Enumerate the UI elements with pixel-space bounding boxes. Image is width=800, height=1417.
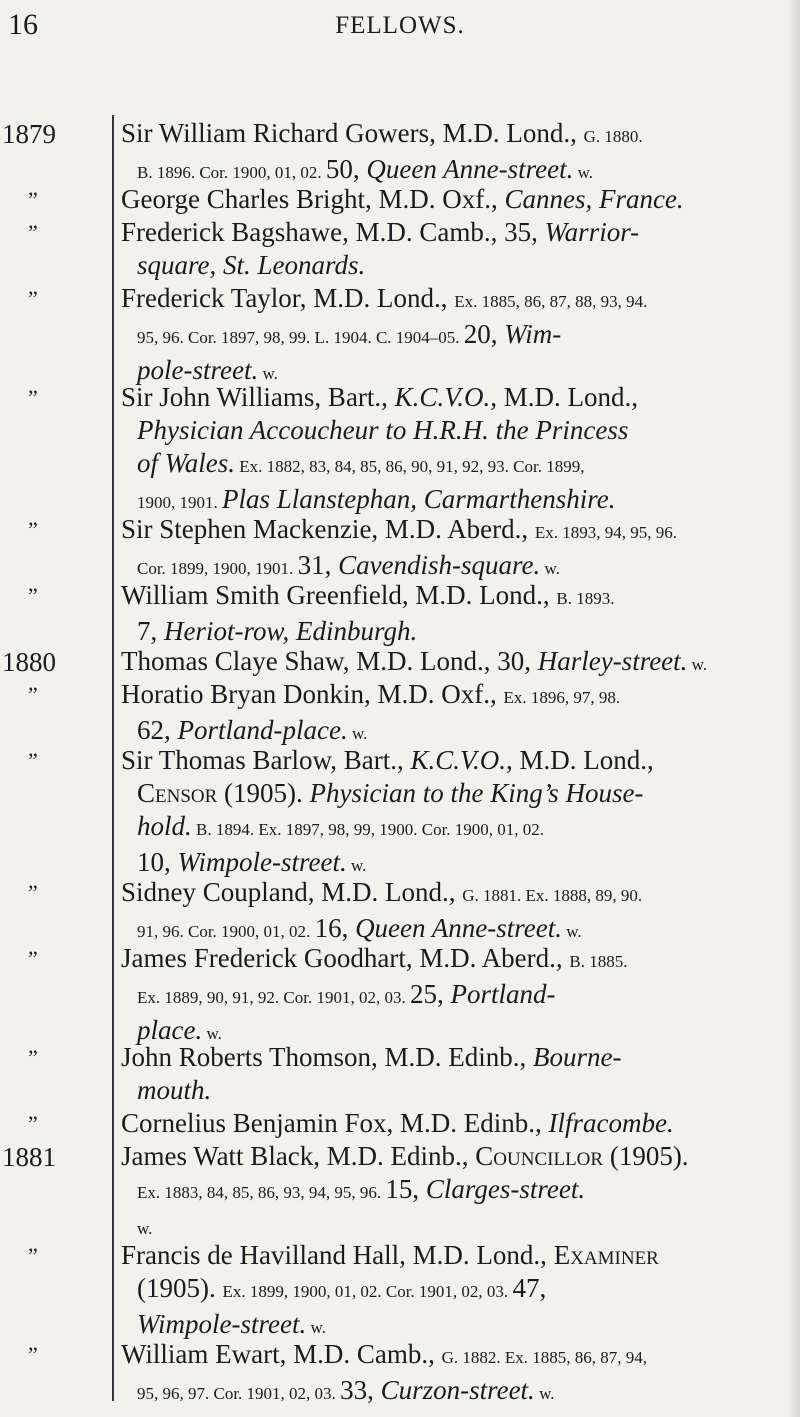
entry-text: James Frederick Goodhart, M.D. Aberd., bbox=[121, 943, 570, 973]
page-number: 16 bbox=[8, 8, 38, 41]
service-record: w. bbox=[573, 163, 594, 182]
fellow-detail-line bbox=[121, 318, 785, 354]
entry-text: Sir William Richard Gowers, M.D. Lond., bbox=[121, 118, 584, 148]
ditto-mark: ” bbox=[28, 1243, 38, 1268]
fellow-entry-text bbox=[121, 678, 785, 750]
entry-text: Sidney Coupland, M.D. Lond., bbox=[121, 877, 463, 907]
election-year: 1881 bbox=[2, 1142, 56, 1172]
italic-text: Warrior- bbox=[544, 217, 640, 247]
entry-text: 15, bbox=[385, 1174, 426, 1204]
italic-text: Ilfracombe. bbox=[548, 1108, 674, 1138]
service-record: B. 1893. bbox=[556, 589, 615, 608]
italic-text: Portland-place. bbox=[177, 715, 348, 745]
entry-text: 16, bbox=[314, 913, 356, 943]
entry-text: 62, bbox=[137, 715, 178, 745]
entry-text: William Ewart, M.D. Camb., bbox=[121, 1339, 442, 1369]
entry-text: 20, bbox=[463, 319, 505, 349]
ditto-mark: ” bbox=[28, 583, 38, 608]
italic-text: Plas Llanstephan, Carmarthenshire. bbox=[222, 484, 616, 514]
italic-text: Curzon-street. bbox=[380, 1375, 535, 1405]
fellow-entry-text bbox=[121, 1239, 785, 1344]
fellow-entry-text bbox=[121, 513, 785, 585]
entry-text: 33, bbox=[340, 1375, 381, 1405]
service-record: w. bbox=[540, 559, 560, 578]
italic-text: Queen Anne-street. bbox=[366, 154, 574, 184]
ditto-mark: ” bbox=[28, 748, 38, 773]
entry-text: Sir Stephen Mackenzie, M.D. Aberd., bbox=[121, 514, 535, 544]
entry-text: Cornelius Benjamin Fox, M.D. Edinb., bbox=[121, 1108, 549, 1138]
fellow-detail-line bbox=[121, 1374, 785, 1410]
service-record: Ex. 1882, 83, 84, 85, 86, 90, 91, 92, 93. Cor. 1899, bbox=[235, 457, 585, 476]
service-record: w. bbox=[202, 1024, 222, 1043]
service-record: w. bbox=[306, 1318, 326, 1337]
entry-text: M.D. Lond., bbox=[496, 382, 638, 412]
office-title: Councillor bbox=[475, 1141, 604, 1171]
service-record: w. bbox=[687, 655, 708, 674]
entry-text: (1905). bbox=[217, 778, 310, 808]
italic-text: Physician Accoucheur to H.R.H. the Princess bbox=[137, 415, 629, 445]
fellow-entry-text bbox=[121, 117, 785, 189]
entry-text: James Watt Black, M.D. Edinb., bbox=[121, 1141, 476, 1171]
italic-text: Physician to the King’s House- bbox=[309, 778, 644, 808]
italic-text: Harley-street. bbox=[537, 646, 688, 676]
fellow-name-line bbox=[121, 645, 785, 681]
entry-text: 47, bbox=[512, 1273, 547, 1303]
fellow-entry-text bbox=[121, 645, 785, 681]
fellow-name-line bbox=[121, 1107, 785, 1140]
entry-text: 50, bbox=[325, 154, 367, 184]
italic-text: Wimpole-street. bbox=[137, 1309, 307, 1339]
entry-text: Frederick Taylor, M.D. Lond., bbox=[121, 283, 455, 313]
ditto-mark: ” bbox=[28, 946, 38, 971]
italic-text: Wimpole-street. bbox=[177, 847, 347, 877]
italic-text: Portland- bbox=[450, 979, 556, 1009]
entry-text: George Charles Bright, M.D. Oxf., bbox=[121, 184, 505, 214]
italic-text: of Wales. bbox=[137, 448, 236, 478]
italic-text: K.C.V.O., bbox=[410, 745, 513, 775]
entry-text: Thomas Claye Shaw, M.D. Lond., 30, bbox=[121, 646, 538, 676]
fellow-name-line bbox=[121, 1338, 785, 1374]
fellow-detail-line bbox=[121, 447, 785, 483]
service-record: G. 1881. Ex. 1888, 89, 90. bbox=[462, 886, 643, 905]
fellow-detail-line bbox=[121, 810, 785, 846]
italic-text: Cannes, France. bbox=[504, 184, 684, 214]
italic-text: Clarges-street. bbox=[425, 1174, 586, 1204]
entry-text: Frederick Bagshawe, M.D. Camb., 35, bbox=[121, 217, 545, 247]
service-record: 1900, 1901. bbox=[137, 493, 222, 512]
fellow-name-line bbox=[121, 678, 785, 714]
fellow-name-line bbox=[121, 117, 785, 153]
fellow-entry-text bbox=[121, 579, 785, 648]
ditto-mark: ” bbox=[28, 517, 38, 542]
page-edge-shadow bbox=[786, 0, 800, 1417]
entry-text: (1905). bbox=[137, 1273, 223, 1303]
service-record: Ex. 1896, 97, 98. bbox=[503, 688, 621, 707]
entry-text: Sir John Williams, Bart., bbox=[121, 382, 395, 412]
entry-text: John Roberts Thomson, M.D. Edinb., bbox=[121, 1042, 534, 1072]
italic-text: Wim- bbox=[504, 319, 562, 349]
fellow-entry-text bbox=[121, 876, 785, 948]
fellow-name-line bbox=[121, 216, 785, 249]
election-year: 1879 bbox=[2, 119, 56, 149]
service-record: B. 1885. bbox=[569, 952, 628, 971]
entry-text: 10, bbox=[137, 847, 178, 877]
fellow-name-line bbox=[121, 282, 785, 318]
fellow-name-line bbox=[121, 183, 785, 216]
fellow-name-line bbox=[121, 381, 785, 414]
entry-text: Sir Thomas Barlow, Bart., bbox=[121, 745, 411, 775]
service-record: B. 1896. Cor. 1900, 01, 02. bbox=[137, 163, 326, 182]
ditto-mark: ” bbox=[28, 880, 38, 905]
fellow-name-line bbox=[121, 942, 785, 978]
service-record: Ex. 1899, 1900, 01, 02. Cor. 1901, 02, 03. bbox=[222, 1282, 513, 1301]
entry-text: (1905). bbox=[603, 1141, 689, 1171]
fellow-detail-line bbox=[121, 615, 785, 648]
fellow-entry-text bbox=[121, 1041, 785, 1107]
fellow-name-line bbox=[121, 876, 785, 912]
ditto-mark: ” bbox=[28, 187, 38, 212]
italic-text: K.C.V.O., bbox=[394, 382, 497, 412]
office-title: Examiner bbox=[553, 1240, 659, 1270]
entry-text: William Smith Greenfield, M.D. Lond., bbox=[121, 580, 557, 610]
ditto-mark: ” bbox=[28, 286, 38, 311]
fellow-entry-text bbox=[121, 381, 785, 519]
fellow-entry-text bbox=[121, 1140, 785, 1245]
service-record: G. 1882. Ex. 1885, 86, 87, 94, bbox=[441, 1348, 648, 1367]
entry-text: M.D. Lond., bbox=[512, 745, 654, 775]
fellow-entry-text bbox=[121, 1107, 785, 1140]
ditto-mark: ” bbox=[28, 220, 38, 245]
entry-text: 7, bbox=[137, 616, 164, 646]
fellow-detail-line bbox=[121, 414, 785, 447]
fellow-detail-line bbox=[121, 1272, 785, 1308]
fellow-entry-text bbox=[121, 942, 785, 1050]
running-head: FELLOWS. bbox=[335, 12, 465, 39]
fellow-detail-line bbox=[121, 978, 785, 1014]
italic-text: Bourne- bbox=[533, 1042, 622, 1072]
fellow-entry-text bbox=[121, 1338, 785, 1410]
service-record: w. bbox=[137, 1219, 153, 1238]
service-record: w. bbox=[347, 724, 368, 743]
fellow-name-line bbox=[121, 1239, 785, 1272]
fellow-entry-text bbox=[121, 183, 785, 216]
entry-text: Francis de Havilland Hall, M.D. Lond., bbox=[121, 1240, 554, 1270]
fellow-entry-text bbox=[121, 744, 785, 882]
italic-text: square, St. Leonards. bbox=[137, 250, 366, 280]
service-record: Ex. 1885, 86, 87, 88, 93, 94. bbox=[454, 292, 648, 311]
italic-text: Queen Anne-street. bbox=[355, 913, 562, 943]
service-record: 91, 96. Cor. 1900, 01, 02. bbox=[137, 922, 315, 941]
service-record: Ex. 1889, 90, 91, 92. Cor. 1901, 02, 03. bbox=[137, 988, 410, 1007]
entry-text: Horatio Bryan Donkin, M.D. Oxf., bbox=[121, 679, 504, 709]
fellow-detail-line bbox=[121, 1074, 785, 1107]
service-record: w. bbox=[562, 922, 582, 941]
service-record: G. 1880. bbox=[583, 127, 643, 146]
italic-text: Cavendish-square. bbox=[338, 550, 541, 580]
entry-text: 31, bbox=[297, 550, 339, 580]
service-record: w. bbox=[346, 856, 367, 875]
fellow-name-line bbox=[121, 513, 785, 549]
fellow-detail-line bbox=[121, 777, 785, 810]
election-year: 1880 bbox=[2, 647, 56, 677]
service-record: 95, 96. Cor. 1897, 98, 99. L. 1904. C. 1904–05. bbox=[137, 328, 464, 347]
italic-text: pole-street. bbox=[137, 355, 259, 385]
service-record: w. bbox=[258, 364, 278, 383]
margin-rule bbox=[112, 115, 114, 1401]
italic-text: mouth. bbox=[137, 1075, 212, 1105]
italic-text: Heriot-row, Edinburgh. bbox=[164, 616, 418, 646]
fellow-detail-line bbox=[121, 1173, 785, 1209]
ditto-mark: ” bbox=[28, 385, 38, 410]
service-record: Cor. 1899, 1900, 1901. bbox=[137, 559, 298, 578]
fellow-entry-text bbox=[121, 282, 785, 390]
fellow-name-line bbox=[121, 744, 785, 777]
service-record: B. 1894. Ex. 1897, 98, 99, 1900. Cor. 1900, 01, 02. bbox=[191, 820, 545, 839]
service-record: 95, 96, 97. Cor. 1901, 02, 03. bbox=[137, 1384, 341, 1403]
service-record: Ex. 1883, 84, 85, 86, 93, 94, 95, 96. bbox=[137, 1183, 386, 1202]
fellow-name-line bbox=[121, 579, 785, 615]
fellow-entry-text bbox=[121, 216, 785, 282]
fellow-name-line bbox=[121, 1140, 785, 1173]
ditto-mark: ” bbox=[28, 1045, 38, 1070]
service-record: w. bbox=[534, 1384, 555, 1403]
entry-text: 25, bbox=[409, 979, 451, 1009]
service-record: Ex. 1893, 94, 95, 96. bbox=[534, 523, 678, 542]
ditto-mark: ” bbox=[28, 1111, 38, 1136]
ditto-mark: ” bbox=[28, 1342, 38, 1367]
fellow-name-line bbox=[121, 1041, 785, 1074]
italic-text: place. bbox=[137, 1015, 203, 1045]
fellow-detail-line bbox=[121, 249, 785, 282]
italic-text: hold. bbox=[137, 811, 192, 841]
ditto-mark: ” bbox=[28, 682, 38, 707]
office-title: Censor bbox=[137, 778, 218, 808]
